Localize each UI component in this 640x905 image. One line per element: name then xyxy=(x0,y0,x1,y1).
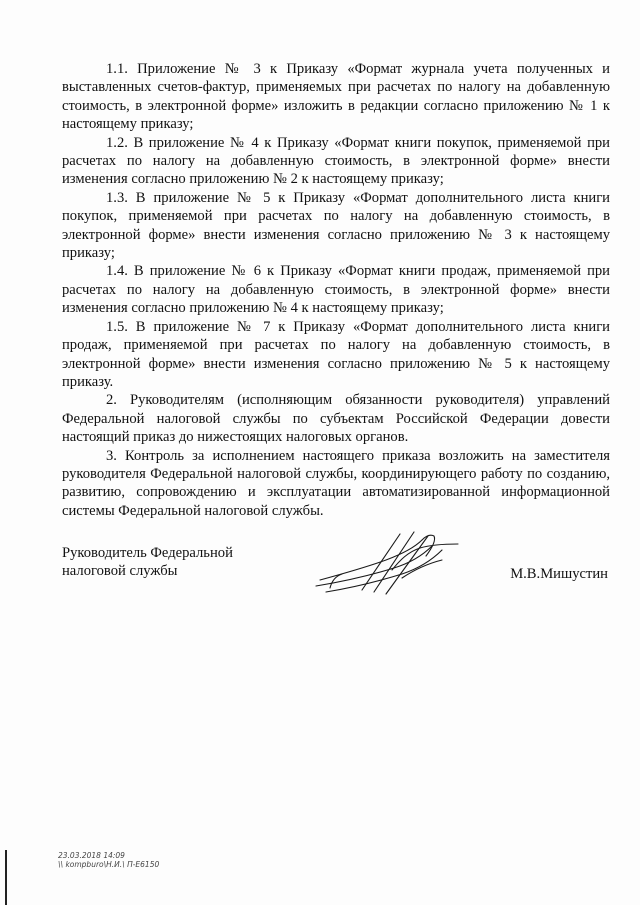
signatory-title-line2: налоговой службы xyxy=(62,563,178,580)
handwritten-signature xyxy=(302,530,472,602)
document-body xyxy=(62,60,610,520)
signatory-title xyxy=(62,544,233,581)
signature-block xyxy=(62,544,610,604)
paragraph-2: 2. Руководителям (исполняющим обязанности руководителя) управлений Федеральной налоговой службы по субъектам Российской Федерации довести настоящий приказ до нижестоящих налоговых органов. xyxy=(62,392,610,446)
paragraph-1-1: 1.1. Приложение № 3 к Приказу «Формат журнала учета полученных и выставленных счетов-фактур, применяемых при расчетах по налогу на добавленную стоимость, в электронной форме» изложить в редакции согласно приложению № 1 к настоящему приказу; xyxy=(62,61,610,133)
paragraph-1-3: 1.3. В приложение № 5 к Приказу «Формат дополнительного листа книги покупок, применяемой при расчетах по налогу на добавленную стоимость, в электронной форме» внести изменения согласно приложению № 3 к настоящему приказу; xyxy=(62,189,610,262)
footer-reference: \\ kompburo\Н.И.\ П-E6150 xyxy=(58,860,160,869)
signatory-name: М.В.Мишустин xyxy=(510,566,608,582)
scan-edge-mark xyxy=(5,850,7,905)
signatory-title-line1: Руководитель Федеральной xyxy=(62,545,233,561)
paragraph-1-5: 1.5. В приложение № 7 к Приказу «Формат дополнительного листа книги продаж, применяемой при расчетах по налогу на добавленную стоимость, в электронной форме» внести изменения согласно приложению № 5 к настоящему приказу. xyxy=(62,318,610,390)
footer-date: 23.03.2018 14:09 xyxy=(58,851,125,860)
paragraph-3: 3. Контроль за исполнением настоящего приказа возложить на заместителя руководителя Федеральной налоговой службы, координирующего работу по созданию, развитию, сопровождению и эксплуатации автоматизированной информационной системы Федеральной налоговой службы. xyxy=(62,447,610,519)
document-footer xyxy=(58,851,159,869)
paragraph-1-4: 1.4. В приложение № 6 к Приказу «Формат книги продаж, применяемой при расчетах по налогу на добавленную стоимость, в электронной форме» внести изменения согласно приложению № 4 к настоящему приказу; xyxy=(62,263,610,317)
paragraph-1-2: 1.2. В приложение № 4 к Приказу «Формат книги покупок, применяемой при расчетах по налогу на добавленную стоимость, в электронной форме» внести изменения согласно приложению № 2 к настоящему приказу; xyxy=(62,134,610,188)
